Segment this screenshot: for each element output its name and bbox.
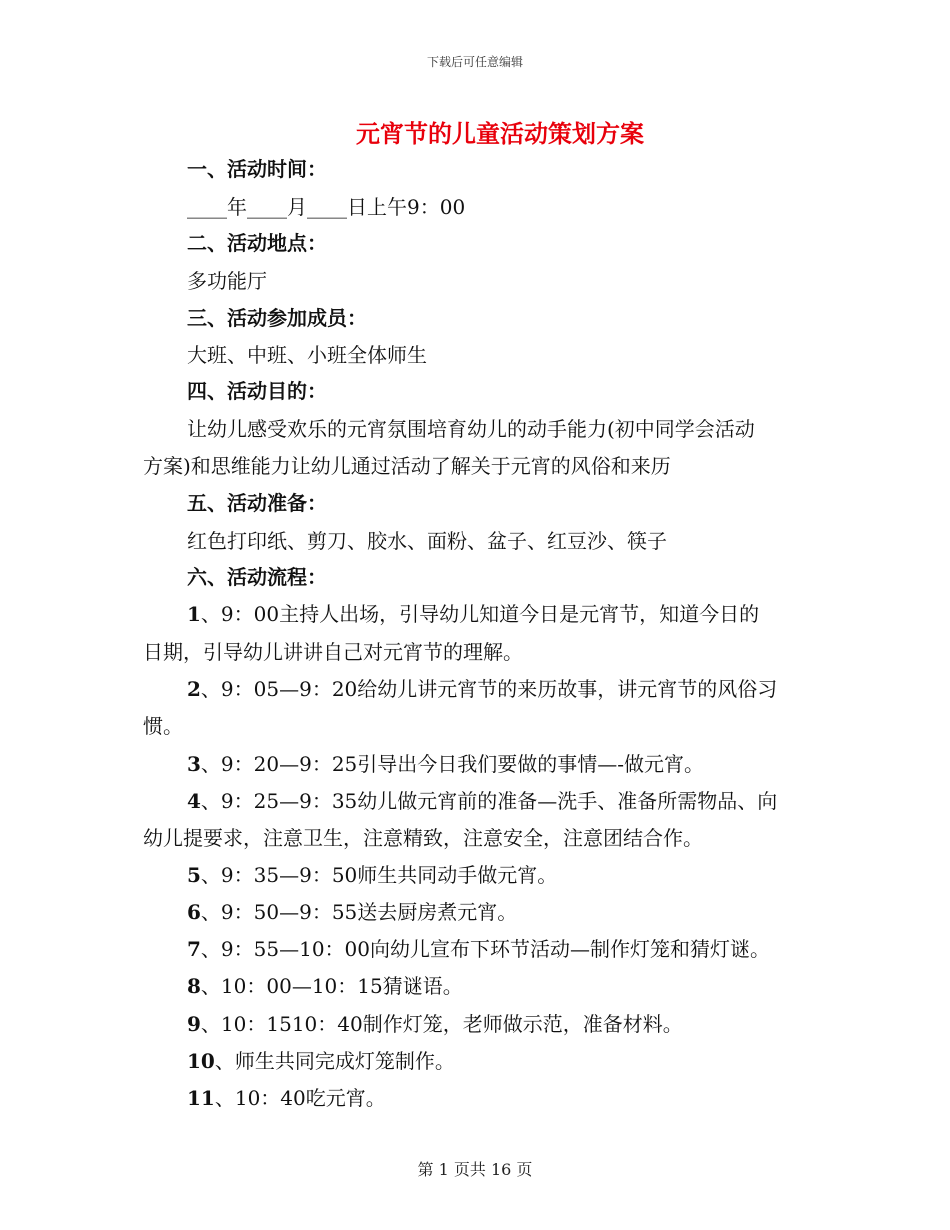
step-number: 2 <box>187 677 201 701</box>
page-footer: 第 1 页共 16 页 <box>417 1160 533 1179</box>
process-step <box>187 1010 683 1038</box>
process-step <box>187 861 557 889</box>
process-step <box>187 787 777 815</box>
page-title: 元宵节的儿童活动策划方案 <box>356 119 644 148</box>
process-step-continuation: 惯。 <box>143 714 183 738</box>
step-text: 、9：05—9：20给幼儿讲元宵节的来历故事，讲元宵节的风俗习 <box>200 677 778 701</box>
step-text: 、10：40吃元宵。 <box>214 1086 386 1110</box>
step-number: 3 <box>187 752 201 776</box>
section-body-time: ____年____月____日上午9：00 <box>187 195 466 219</box>
section-body-purpose-line2: 方案)和思维能力让幼儿通过活动了解关于元宵的风俗和来历 <box>143 454 671 478</box>
step-text: 、9：20—9：25引导出今日我们要做的事情—-做元宵。 <box>200 752 705 776</box>
step-number: 11 <box>187 1086 215 1110</box>
step-number: 4 <box>187 789 201 813</box>
step-number: 9 <box>187 1012 201 1036</box>
process-step <box>187 972 463 1000</box>
process-step <box>187 1047 455 1075</box>
step-text: 、10：1510：40制作灯笼，老师做示范，准备材料。 <box>200 1012 683 1036</box>
section-heading-members: 三、活动参加成员： <box>187 306 367 330</box>
step-text: 、9：50—9：55送去厨房煮元宵。 <box>200 900 518 924</box>
process-step-continuation: 幼儿提要求，注意卫生，注意精致，注意安全，注意团结合作。 <box>143 826 703 850</box>
section-body-location: 多功能厅 <box>187 269 267 293</box>
step-number: 10 <box>187 1049 215 1073</box>
section-heading-preparation: 五、活动准备： <box>187 491 327 515</box>
section-body-members: 大班、中班、小班全体师生 <box>187 343 427 367</box>
step-number: 6 <box>187 900 201 924</box>
section-heading-purpose: 四、活动目的： <box>187 379 327 403</box>
step-text: 、9：25—9：35幼儿做元宵前的准备—洗手、准备所需物品、向 <box>200 789 778 813</box>
step-number: 5 <box>187 863 201 887</box>
section-heading-process: 六、活动流程： <box>187 565 327 589</box>
header-note: 下载后可任意编辑 <box>426 55 523 69</box>
process-step <box>187 1084 386 1112</box>
process-step <box>187 898 517 926</box>
step-text: 、10：00—10：15猜谜语。 <box>200 974 463 998</box>
step-text: 、师生共同完成灯笼制作。 <box>214 1049 455 1073</box>
process-step <box>187 675 777 703</box>
step-text: 、9：35—9：50师生共同动手做元宵。 <box>200 863 558 887</box>
step-number: 8 <box>187 974 201 998</box>
process-step <box>187 600 759 628</box>
section-body-preparation: 红色打印纸、剪刀、胶水、面粉、盆子、红豆沙、筷子 <box>187 529 667 553</box>
process-step <box>187 750 704 778</box>
step-number: 7 <box>187 937 201 961</box>
section-body-purpose-line1: 让幼儿感受欢乐的元宵氛围培育幼儿的动手能力(初中同学会活动 <box>187 417 755 441</box>
step-number: 1 <box>187 602 201 626</box>
process-step <box>187 935 770 963</box>
process-step-continuation: 日期，引导幼儿讲讲自己对元宵节的理解。 <box>143 640 523 664</box>
step-text: 、9：00主持人出场，引导幼儿知道今日是元宵节，知道今日的 <box>200 602 760 626</box>
step-text: 、9：55—10：00向幼儿宣布下环节活动—制作灯笼和猜灯谜。 <box>200 937 770 961</box>
section-heading-time: 一、活动时间： <box>187 157 327 181</box>
section-heading-location: 二、活动地点： <box>187 231 327 255</box>
